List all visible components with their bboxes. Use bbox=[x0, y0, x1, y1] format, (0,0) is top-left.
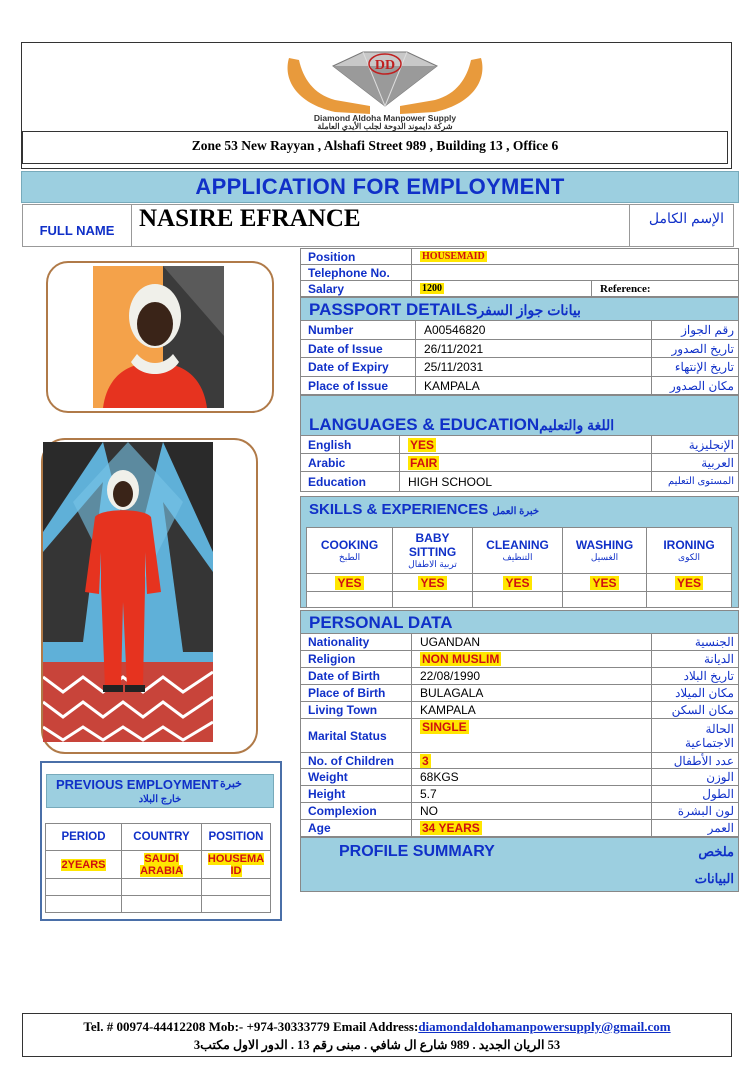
portrait-photo bbox=[93, 266, 224, 408]
skill-baby-sitting: BABY SITTING تربية الاطفال bbox=[393, 528, 473, 574]
passport-number-row bbox=[300, 321, 739, 340]
education-label: Education bbox=[308, 474, 367, 489]
education-value: HIGH SCHOOL bbox=[399, 472, 651, 491]
passport-section-header bbox=[300, 297, 739, 321]
english-row bbox=[300, 436, 739, 454]
prev-country: SAUDI ARABIA bbox=[122, 851, 202, 879]
height-value: 5.7 bbox=[411, 786, 651, 802]
header-country: COUNTRY bbox=[122, 824, 202, 851]
marital-status-row bbox=[300, 719, 739, 753]
languages-section-header bbox=[300, 395, 739, 436]
children-label: No. of Children bbox=[308, 753, 394, 768]
telephone-label: Telephone No. bbox=[308, 265, 390, 280]
issue-date-label-ar: تاريخ الصدور bbox=[651, 340, 740, 357]
salary-row bbox=[300, 281, 739, 297]
height-label: Height bbox=[308, 787, 346, 801]
footer-address-ar: 53 الريان الجديد . 989 شارع ال شافي . مبنى رقم 13 . الدور الاول مكتب3 bbox=[193, 1038, 561, 1052]
empty-cell bbox=[563, 592, 647, 608]
expiry-date-row bbox=[300, 358, 739, 377]
children-label-ar: عدد الأطفال bbox=[651, 753, 740, 768]
telephone-value bbox=[411, 265, 740, 280]
full-name-label-ar: الإسم الكامل bbox=[648, 210, 724, 226]
education-label-ar: المستوى التعليم bbox=[651, 472, 740, 491]
salary-value: 1200 bbox=[411, 281, 591, 296]
marital-status-label-ar: الحالة الاجتماعية bbox=[651, 719, 740, 752]
complexion-value: NO bbox=[411, 803, 651, 819]
religion-label: Religion bbox=[308, 652, 356, 666]
arabic-label: Arabic bbox=[308, 455, 346, 470]
profile-summary-section bbox=[300, 837, 739, 892]
skill-cleaning-value: YES bbox=[473, 574, 563, 592]
marital-status-value: SINGLE bbox=[411, 719, 651, 752]
skill-cooking: COOKING الطبخ bbox=[307, 528, 393, 574]
age-label-ar: العمر bbox=[651, 820, 740, 836]
previous-employment-title-ar2: خارج البلاد bbox=[138, 794, 182, 805]
english-label-ar: الإنجليزية bbox=[651, 436, 740, 453]
languages-title: LANGUAGES & EDUCATIONاللغة والتعليم bbox=[309, 415, 615, 434]
nationality-label: Nationality bbox=[308, 635, 370, 649]
issue-date-label: Date of Issue bbox=[308, 341, 383, 356]
company-address: Zone 53 New Rayyan , Alshafi Street 989 , Building 13 , Office 6 bbox=[191, 138, 559, 153]
logo-monogram: DD bbox=[374, 58, 396, 73]
skill-washing-value: YES bbox=[563, 574, 647, 592]
skills-title: SKILLS & EXPERIENCES خبرة العمل bbox=[309, 501, 540, 518]
age-value: 34 YEARS bbox=[411, 820, 651, 836]
weight-label: Weight bbox=[308, 770, 348, 784]
complexion-row bbox=[300, 803, 739, 820]
religion-value: NON MUSLIM bbox=[411, 651, 651, 667]
pob-label: Place of Birth bbox=[308, 686, 386, 700]
empty-cell bbox=[393, 592, 473, 608]
empty-cell bbox=[122, 879, 202, 896]
empty-cell bbox=[122, 896, 202, 913]
skill-cleaning: CLEANING التنظيف bbox=[473, 528, 563, 574]
empty-cell bbox=[307, 592, 393, 608]
pob-label-ar: مكان الميلاد bbox=[651, 685, 740, 701]
living-town-value: KAMPALA bbox=[411, 702, 651, 718]
living-town-row bbox=[300, 702, 739, 719]
page-title: APPLICATION FOR EMPLOYMENT bbox=[195, 174, 565, 199]
passport-number-label: Number bbox=[308, 323, 354, 337]
telephone-row bbox=[300, 265, 739, 281]
place-of-issue-label-ar: مكان الصدور bbox=[651, 377, 740, 394]
age-row bbox=[300, 820, 739, 837]
empty-cell bbox=[202, 879, 271, 896]
profile-summary-title-ar: ملخص bbox=[698, 844, 734, 859]
skill-ironing: IRONING الكوى bbox=[647, 528, 732, 574]
dob-row bbox=[300, 668, 739, 685]
place-of-issue-label: Place of Issue bbox=[308, 378, 389, 393]
arabic-value: FAIR bbox=[399, 454, 651, 471]
height-label-ar: الطول bbox=[651, 786, 740, 802]
skills-table bbox=[306, 527, 732, 608]
children-row bbox=[300, 753, 739, 769]
previous-employment-table bbox=[45, 823, 271, 913]
header-position: POSITION bbox=[202, 824, 271, 851]
living-town-label: Living Town bbox=[308, 703, 378, 717]
weight-value: 68KGS bbox=[411, 769, 651, 785]
salary-label: Salary bbox=[308, 281, 345, 296]
full-name-value: NASIRE EFRANCE bbox=[139, 205, 361, 232]
passport-title: PASSPORT DETAILSبيانات جواز السفر bbox=[309, 300, 581, 319]
weight-label-ar: الوزن bbox=[651, 769, 740, 785]
empty-cell bbox=[202, 896, 271, 913]
expiry-date-label-ar: تاريخ الإنتهاء bbox=[651, 358, 740, 376]
complexion-label: Complexion bbox=[308, 804, 377, 818]
full-name-label: FULL NAME bbox=[39, 223, 115, 238]
skill-washing: WASHING الغسيل bbox=[563, 528, 647, 574]
profile-summary-title-ar2: البيانات bbox=[694, 871, 734, 886]
full-body-photo bbox=[43, 442, 213, 742]
passport-number-label-ar: رقم الجواز bbox=[651, 321, 740, 339]
empty-cell bbox=[473, 592, 563, 608]
position-row bbox=[300, 248, 739, 265]
empty-cell bbox=[46, 896, 122, 913]
living-town-label-ar: مكان السكن bbox=[651, 702, 740, 718]
english-value: YES bbox=[399, 436, 651, 453]
place-of-issue-value: KAMPALA bbox=[415, 377, 651, 394]
place-of-issue-row bbox=[300, 377, 739, 395]
footer-contacts: Tel. # 00974-44412208 Mob:- +974-30333779 Email Address:diamondaldohamanpowersupply@gmail.com bbox=[83, 1019, 671, 1034]
nationality-value: UGANDAN bbox=[411, 634, 651, 650]
english-label: English bbox=[308, 437, 352, 452]
header-period: PERIOD bbox=[46, 824, 122, 851]
empty-cell bbox=[46, 879, 122, 896]
email-link[interactable]: diamondaldohamanpowersupply@gmail.com bbox=[418, 1019, 671, 1034]
skill-cooking-value: YES bbox=[307, 574, 393, 592]
expiry-date-value: 25/11/2031 bbox=[415, 358, 651, 376]
height-row bbox=[300, 786, 739, 803]
issue-date-value: 26/11/2021 bbox=[415, 340, 651, 357]
children-value: 3 bbox=[411, 753, 651, 768]
nationality-label-ar: الجنسية bbox=[651, 634, 740, 650]
skill-ironing-value: YES bbox=[647, 574, 732, 592]
expiry-date-label: Date of Expiry bbox=[308, 360, 389, 374]
arabic-label-ar: العربية bbox=[651, 454, 740, 471]
dob-label-ar: تاريخ البلاد bbox=[651, 668, 740, 684]
prev-position: HOUSEMA ID bbox=[202, 851, 271, 879]
passport-number-value: A00546820 bbox=[415, 321, 651, 339]
education-row bbox=[300, 472, 739, 492]
previous-employment-title: PREVIOUS EMPLOYMENT bbox=[56, 777, 219, 792]
issue-date-row bbox=[300, 340, 739, 358]
dob-label: Date of Birth bbox=[308, 669, 380, 683]
marital-status-label: Marital Status bbox=[308, 728, 387, 743]
pob-row bbox=[300, 685, 739, 702]
complexion-label-ar: لون البشرة bbox=[651, 803, 740, 819]
religion-label-ar: الديانة bbox=[651, 651, 740, 667]
company-name-en: Diamond Aldoha Manpower Supply bbox=[313, 113, 457, 123]
religion-row bbox=[300, 651, 739, 668]
profile-summary-title: PROFILE SUMMARY bbox=[339, 843, 495, 860]
personal-title: PERSONAL DATA bbox=[309, 613, 453, 632]
nationality-row bbox=[300, 634, 739, 651]
previous-employment-title-ar: خبرة bbox=[220, 778, 242, 790]
personal-section-header bbox=[300, 610, 739, 634]
reference-label: Reference: bbox=[591, 281, 740, 296]
position-value: HOUSEMAID bbox=[411, 249, 740, 264]
arabic-row bbox=[300, 454, 739, 472]
dob-value: 22/08/1990 bbox=[411, 668, 651, 684]
pob-value: BULAGALA bbox=[411, 685, 651, 701]
position-label: Position bbox=[308, 249, 356, 264]
empty-cell bbox=[647, 592, 732, 608]
weight-row bbox=[300, 769, 739, 786]
skill-baby-sitting-value: YES bbox=[393, 574, 473, 592]
age-label: Age bbox=[308, 821, 331, 835]
company-name-ar: شركة دايموند الدوحة لجلب الأيدي العاملة bbox=[317, 122, 453, 131]
prev-period: 2YEARS bbox=[46, 851, 122, 879]
